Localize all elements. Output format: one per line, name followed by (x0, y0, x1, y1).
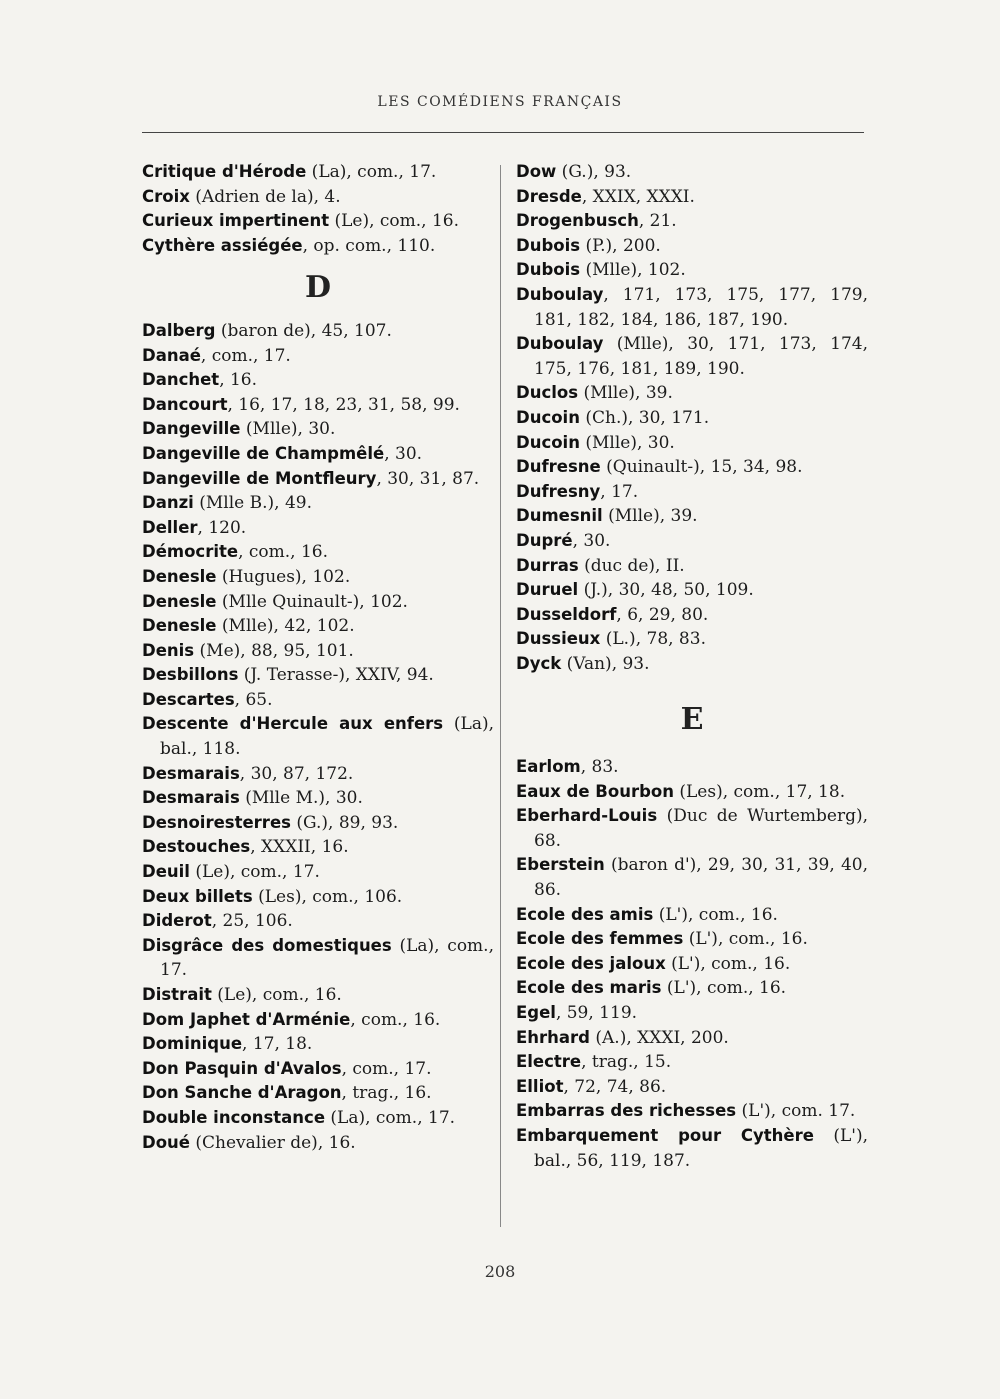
index-entry (516, 480, 868, 505)
index-entry (516, 455, 868, 480)
index-entry (516, 529, 868, 554)
index-references: , 59, 119. (555, 1003, 638, 1023)
index-references: , 16, 17, 18, 23, 31, 58, 99. (227, 394, 460, 415)
index-headword: Deux billets (142, 886, 253, 906)
index-headword: Dancourt (142, 394, 228, 414)
column-divider (500, 165, 501, 1227)
index-references: , 72, 74, 86. (563, 1076, 667, 1097)
index-headword: Curieux impertinent (142, 211, 330, 231)
index-references: (L'), com., 16. (653, 904, 778, 925)
index-references: (L'), com., 16. (665, 953, 791, 974)
index-headword: Dresde (516, 186, 582, 206)
index-references: (Le), com., 17. (189, 862, 320, 883)
index-entry (142, 417, 494, 442)
index-entry (142, 762, 494, 787)
index-headword: Disgrâce des domestiques (142, 935, 392, 955)
index-entry (516, 1001, 868, 1026)
index-entry (516, 976, 868, 1001)
index-references: , 171, 173, 175, 177, 179, 181, 182, 184, 186, 187, 190. (534, 284, 868, 330)
index-headword: Destouches (142, 837, 251, 857)
index-references: (Mlle), 39. (602, 506, 698, 527)
index-entry (142, 885, 494, 910)
index-headword: Danzi (142, 493, 194, 513)
index-entry (516, 903, 868, 928)
index-references: (baron de), 45, 107. (215, 320, 392, 341)
index-references: , 30. (384, 443, 423, 464)
index-headword: Doué (142, 1132, 190, 1152)
index-references: , 120. (197, 517, 247, 538)
index-headword: Double inconstance (142, 1107, 326, 1127)
index-references: (Mlle), 30, 171, 173, 174, 175, 176, 181, 189, 190. (534, 334, 868, 379)
index-entry (142, 344, 494, 369)
index-headword: Dalberg (142, 320, 216, 340)
index-entry (516, 1124, 868, 1173)
index-headword: Denesle (142, 566, 217, 586)
index-entry (142, 319, 494, 344)
index-entry (142, 368, 494, 393)
index-references: (J.), 30, 48, 50, 109. (578, 580, 754, 601)
index-references: , com., 17. (341, 1058, 432, 1079)
index-headword: Embarquement pour Cythère (516, 1125, 814, 1145)
index-headword: Danchet (142, 370, 220, 390)
index-entry (142, 185, 494, 210)
index-references: (Adrien de la), 4. (189, 186, 341, 207)
entries-c (142, 160, 494, 258)
index-entry (516, 431, 868, 456)
index-headword: Deller (142, 517, 198, 537)
index-headword: Dangeville de Montfleury (142, 468, 377, 488)
index-headword: Dufresny (516, 481, 601, 501)
index-entry (516, 603, 868, 628)
entries-d-right (516, 160, 868, 676)
index-headword: Dow (516, 162, 557, 181)
index-entry (142, 1081, 494, 1106)
index-references: (L.), 78, 83. (600, 629, 706, 650)
index-headword: Egel (516, 1003, 556, 1022)
index-headword: Elliot (516, 1076, 564, 1096)
index-headword: Deuil (142, 862, 190, 882)
index-entry (142, 1106, 494, 1131)
index-entry (142, 934, 494, 983)
index-references: (Ch.), 30, 171. (579, 407, 710, 428)
index-headword: Croix (142, 186, 190, 206)
index-headword: Earlom (516, 757, 581, 777)
index-references: , XXIX, XXXI. (581, 186, 695, 207)
index-entry (516, 853, 868, 902)
index-entry (142, 209, 494, 234)
index-references: (L'), com., 16. (661, 978, 787, 999)
index-references: (G.), 93. (556, 162, 632, 182)
index-references: (La), bal., 118. (160, 714, 495, 760)
index-entry (516, 804, 868, 853)
index-references: , 30, 31, 87. (376, 468, 480, 489)
index-headword: Embarras des richesses (516, 1101, 737, 1121)
index-headword: Duclos (516, 383, 579, 403)
index-references: (Les), com., 17, 18. (673, 781, 846, 802)
index-references: , 25, 106. (211, 911, 293, 932)
index-references: , 21. (638, 211, 677, 232)
index-headword: Ecole des amis (516, 904, 654, 924)
section-letter-d: D (304, 270, 331, 306)
index-headword: Denesle (142, 591, 217, 611)
index-entry (516, 1075, 868, 1100)
index-entry (142, 467, 494, 492)
index-entry (516, 652, 868, 677)
index-references: (Mlle), 30. (240, 419, 336, 440)
index-entry (142, 565, 494, 590)
index-entry (516, 1026, 868, 1051)
index-headword: Dussieux (516, 629, 601, 649)
index-entry (142, 712, 494, 761)
index-references: , com., 17. (200, 345, 291, 366)
index-headword: Ecole des maris (516, 978, 662, 998)
index-headword: Dumesnil (516, 506, 603, 526)
left-column (142, 160, 494, 1155)
index-entry (516, 554, 868, 579)
index-references: , 83. (580, 757, 619, 778)
index-headword: Descartes (142, 689, 235, 709)
index-entry (516, 927, 868, 952)
index-entry (142, 1032, 494, 1057)
index-entry (516, 258, 868, 283)
index-entry (516, 780, 868, 805)
index-entry (516, 185, 868, 210)
index-headword: Eberhard-Louis (516, 806, 658, 826)
index-headword: Dangeville de Champmêlé (142, 443, 385, 463)
index-entry (516, 209, 868, 234)
index-references: (Chevalier de), 16. (189, 1132, 356, 1153)
index-entry (516, 283, 868, 332)
index-entry (142, 1008, 494, 1033)
index-entry (142, 160, 494, 185)
index-entry (516, 406, 868, 431)
index-headword: Dusseldorf (516, 604, 617, 624)
index-headword: Démocrite (142, 542, 239, 562)
index-references: (P.), 200. (580, 235, 661, 256)
index-entry (516, 381, 868, 406)
index-references: (Mlle), 30. (579, 432, 675, 453)
index-headword: Denis (142, 640, 195, 660)
index-entry (142, 442, 494, 467)
index-headword: Duruel (516, 580, 579, 600)
index-headword: Electre (516, 1052, 582, 1072)
index-entry (142, 860, 494, 885)
index-references: (Me), 88, 95, 101. (194, 640, 354, 661)
section-letter-e: E (680, 702, 704, 738)
index-entry (142, 983, 494, 1008)
index-entry (516, 755, 868, 780)
index-headword: Desmarais (142, 788, 240, 808)
index-headword: Dufresne (516, 457, 601, 477)
index-entry (516, 627, 868, 652)
index-references: (La), com., 17. (325, 1107, 456, 1128)
index-headword: Don Pasquin d'Avalos (142, 1058, 342, 1078)
index-entry (142, 1057, 494, 1082)
index-references: (L'), com., 16. (683, 929, 808, 950)
index-headword: Drogenbusch (516, 211, 639, 231)
index-entry (516, 578, 868, 603)
index-references: , trag., 16. (341, 1083, 432, 1104)
index-entry (516, 160, 868, 185)
index-entry (516, 332, 868, 381)
index-references: , 30. (572, 530, 611, 551)
index-references: (La), com., 17. (306, 162, 437, 182)
index-references: , trag., 15. (581, 1052, 672, 1073)
index-headword: Duboulay (516, 284, 604, 304)
entries-d-left (142, 319, 494, 1155)
index-headword: Eaux de Bourbon (516, 781, 674, 801)
page-number: 208 (484, 1262, 516, 1281)
index-entry (142, 1131, 494, 1156)
index-entry (142, 491, 494, 516)
index-references: (duc de), II. (578, 555, 685, 576)
index-entry (516, 952, 868, 977)
index-references: (Le), com., 16. (211, 985, 342, 1005)
index-references: (A.), XXXI, 200. (589, 1027, 729, 1048)
index-headword: Dyck (516, 653, 562, 673)
index-headword: Dubois (516, 235, 581, 255)
index-headword: Desmarais (142, 763, 240, 783)
index-headword: Dominique (142, 1034, 243, 1054)
index-headword: Dangeville (142, 419, 241, 439)
index-entry (516, 504, 868, 529)
index-entry (142, 614, 494, 639)
index-entry (142, 786, 494, 811)
index-headword: Dubois (516, 260, 581, 280)
index-headword: Ecole des femmes (516, 929, 684, 949)
index-headword: Ecole des jaloux (516, 953, 666, 973)
header-rule (142, 132, 864, 133)
index-references: , 17. (600, 481, 639, 502)
index-headword: Don Sanche d'Aragon (142, 1083, 342, 1103)
index-headword: Ducoin (516, 407, 580, 427)
index-references: , com., 16. (238, 542, 329, 563)
index-entry (142, 909, 494, 934)
index-references: (Mlle Quinault-), 102. (216, 591, 408, 612)
index-references: , com., 16. (350, 1009, 441, 1030)
index-references: (Duc de Wurtemberg), 68. (534, 806, 868, 851)
index-references: (Mlle), 102. (580, 260, 686, 281)
index-references: (Mlle M.), 30. (239, 788, 363, 809)
index-headword: Ehrhard (516, 1027, 590, 1047)
index-entry (142, 811, 494, 836)
right-column (516, 160, 868, 1173)
index-references: (Hugues), 102. (216, 566, 351, 587)
index-references: (Les), com., 106. (252, 886, 403, 907)
index-entry (142, 835, 494, 860)
index-references: , 30, 87, 172. (239, 763, 354, 784)
index-entry (142, 639, 494, 664)
index-references: , 17, 18. (242, 1034, 313, 1055)
index-headword: Desbillons (142, 665, 239, 685)
index-headword: Dom Japhet d'Arménie (142, 1009, 351, 1029)
index-headword: Diderot (142, 911, 212, 931)
index-references: , XXXII, 16. (250, 837, 349, 858)
index-headword: Dupré (516, 530, 573, 550)
index-references: (Van), 93. (561, 653, 650, 674)
index-references: (La), com., 17. (160, 935, 494, 981)
index-references: , 6, 29, 80. (616, 604, 709, 625)
index-entry (142, 393, 494, 418)
index-entry (142, 516, 494, 541)
index-headword: Critique d'Hérode (142, 162, 307, 181)
index-headword: Eberstein (516, 855, 605, 875)
index-references: (Quinault-), 15, 34, 98. (600, 457, 803, 478)
index-references: (L'), bal., 56, 119, 187. (534, 1125, 868, 1171)
entries-e (516, 755, 868, 1173)
index-headword: Distrait (142, 985, 212, 1004)
index-entry (516, 1050, 868, 1075)
index-references: (J. Terasse-), XXIV, 94. (238, 665, 434, 686)
index-headword: Desnoiresterres (142, 812, 291, 832)
index-headword: Durras (516, 555, 579, 575)
index-references: (Mlle), 42, 102. (216, 616, 355, 637)
running-head: LES COMÉDIENS FRANÇAIS (377, 94, 623, 110)
index-references: , 16. (219, 370, 258, 391)
index-references: (baron d'), 29, 30, 31, 39, 40, 86. (534, 855, 868, 901)
index-entry (516, 234, 868, 259)
index-entry (516, 1099, 868, 1124)
index-headword: Denesle (142, 616, 217, 636)
index-headword: Duboulay (516, 334, 604, 354)
index-references: (Mlle), 39. (578, 383, 673, 404)
index-headword: Danaé (142, 345, 201, 365)
index-entry (142, 590, 494, 615)
index-references: , op. com., 110. (302, 235, 436, 256)
index-references: (L'), com. 17. (736, 1101, 856, 1122)
index-references: (Mlle B.), 49. (193, 493, 312, 514)
index-headword: Descente d'Hercule aux enfers (142, 714, 444, 734)
index-references: (G.), 89, 93. (290, 812, 399, 833)
index-entry (142, 234, 494, 259)
index-references: , 65. (234, 689, 273, 710)
index-entry (142, 540, 494, 565)
index-entry (142, 688, 494, 713)
index-references: (Le), com., 16. (329, 211, 460, 232)
index-headword: Ducoin (516, 432, 580, 452)
index-entry (142, 663, 494, 688)
index-headword: Cythère assiégée (142, 235, 303, 255)
